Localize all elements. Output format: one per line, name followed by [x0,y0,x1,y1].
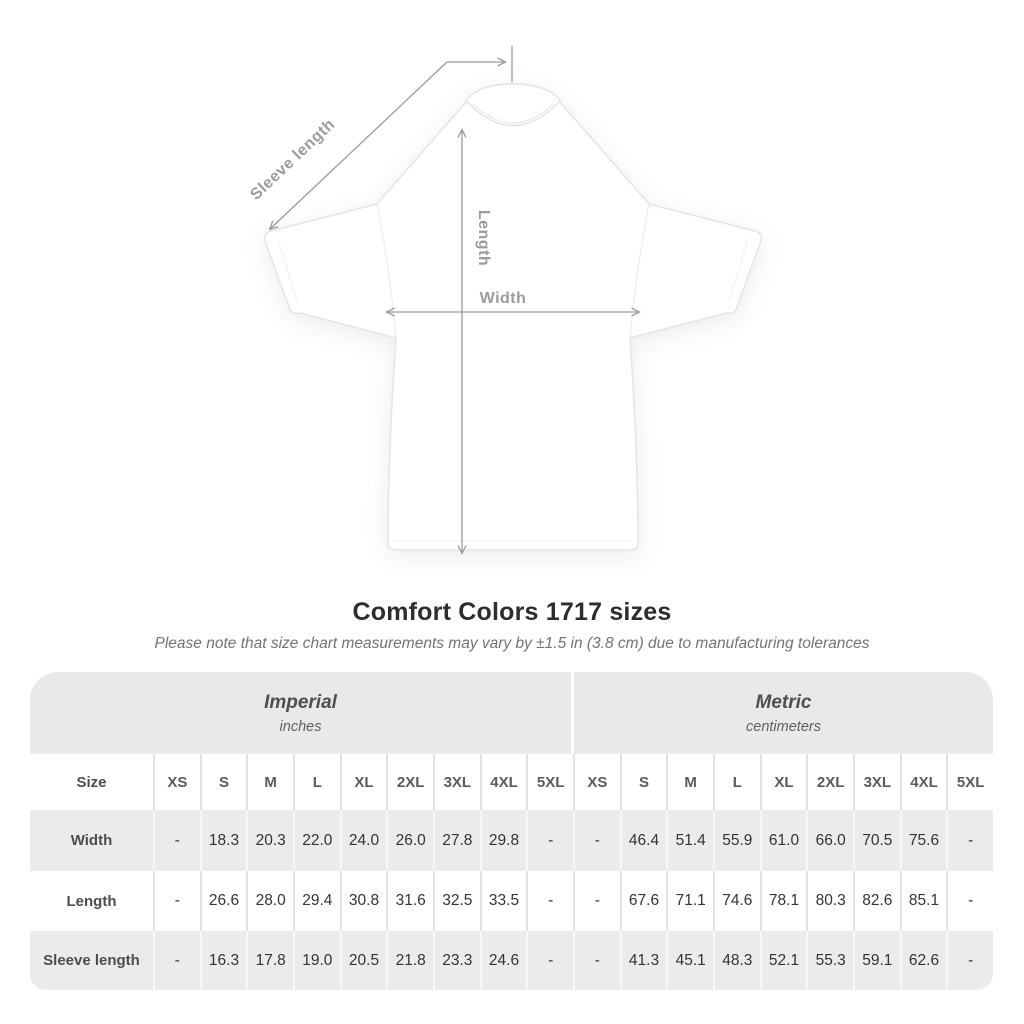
length-label: Length [475,209,492,267]
measurement-cell: 80.3 [806,871,853,931]
width-label: Width [479,290,527,307]
metric-band [574,672,993,754]
measurement-cell: - [573,931,620,990]
measurement-cell: 55.9 [713,810,760,871]
row-label: Sleeve length [43,952,140,969]
length-row [30,871,993,931]
measurement-cell: - [153,810,200,871]
size-header-cell: 5XL [526,754,573,810]
measurement-cell: 26.0 [386,810,433,871]
sleeve-length-label: Sleeve length [247,115,339,204]
measurement-cell: 48.3 [713,931,760,990]
measurement-cell: 21.8 [386,931,433,990]
measurement-cell: 66.0 [806,810,853,871]
size-header-cell: S [620,754,667,810]
size-header-cell: 3XL [853,754,900,810]
size-header-cell: 2XL [386,754,433,810]
measurement-cell: 59.1 [853,931,900,990]
measurement-cell: 75.6 [900,810,947,871]
sleeve-length-row [30,931,993,990]
measurement-cell: 71.1 [666,871,713,931]
size-header-cell: 3XL [433,754,480,810]
measurement-cell: - [153,871,200,931]
measurement-cell: 20.5 [340,931,387,990]
measurement-cell: 70.5 [853,810,900,871]
measurement-cell: 30.8 [340,871,387,931]
measurement-cell: 16.3 [200,931,247,990]
measurement-cell: - [526,810,573,871]
tshirt-silhouette [265,84,762,550]
measurement-cell: - [946,871,993,931]
measurement-cell: - [573,810,620,871]
measurement-cell: 28.0 [246,871,293,931]
measurement-cell: - [573,871,620,931]
measurement-cell: 29.8 [480,810,527,871]
measurement-cell: - [946,931,993,990]
row-label: Length [66,892,117,910]
size-header-cell: M [246,754,293,810]
measurement-cell: 29.4 [293,871,340,931]
measurement-cell: 74.6 [713,871,760,931]
measurement-cell: 31.6 [386,871,433,931]
measurement-cell: 52.1 [760,931,807,990]
measurement-cell: 18.3 [200,810,247,871]
size-header-cell: S [200,754,247,810]
size-header-cell: 4XL [900,754,947,810]
measurement-cell: 27.8 [433,810,480,871]
width-row [30,810,993,871]
measurement-cell: 45.1 [666,931,713,990]
measurement-cell: 32.5 [433,871,480,931]
size-header-cell: 5XL [946,754,993,810]
size-header-cell: M [666,754,713,810]
imperial-band [30,672,571,754]
metric-label: Metric [755,691,812,713]
measurement-cell: 20.3 [246,810,293,871]
measurement-cell: - [526,871,573,931]
size-header-cell: XL [760,754,807,810]
measurement-cell: 17.8 [246,931,293,990]
measurement-cell: 61.0 [760,810,807,871]
measurement-cell: 51.4 [666,810,713,871]
imperial-sublabel: inches [279,718,322,735]
measurement-cell: - [153,931,200,990]
row-label: Width [70,832,113,849]
size-header-cell: L [293,754,340,810]
measurement-cell: 24.6 [480,931,527,990]
size-header-cell: L [713,754,760,810]
measurement-cell: 19.0 [293,931,340,990]
measurement-cell: 82.6 [853,871,900,931]
measurement-cell: 46.4 [620,810,667,871]
measurement-cell: 67.6 [620,871,667,931]
measurement-cell: - [526,931,573,990]
measurement-cell: 33.5 [480,871,527,931]
measurement-cell: 78.1 [760,871,807,931]
size-header-cell: 2XL [806,754,853,810]
measurement-cell: 24.0 [340,810,387,871]
tolerance-note: Please note that size chart measurements may vary by ±1.5 in (3.8 cm) due to manufacturing tolerances [154,635,870,652]
size-header-cell: XS [573,754,620,810]
measurement-cell: 41.3 [620,931,667,990]
imperial-label: Imperial [264,691,337,713]
size-header-cell: 4XL [480,754,527,810]
size-header-cell: XS [153,754,200,810]
size-header-row [30,754,993,810]
measurement-cell: 62.6 [900,931,947,990]
metric-sublabel: centimeters [746,718,821,735]
measurement-cell: 26.6 [200,871,247,931]
page-title: Comfort Colors 1717 sizes [352,598,672,626]
measurement-cell: 23.3 [433,931,480,990]
size-header-cell: XL [340,754,387,810]
measurement-cell: - [946,810,993,871]
size-table [30,672,993,990]
measurement-cell: 85.1 [900,871,947,931]
title-block [0,598,1024,653]
size-col-header: Size [76,773,107,791]
measurement-cell: 22.0 [293,810,340,871]
measurement-cell: 55.3 [806,931,853,990]
unit-header-row [30,672,993,754]
